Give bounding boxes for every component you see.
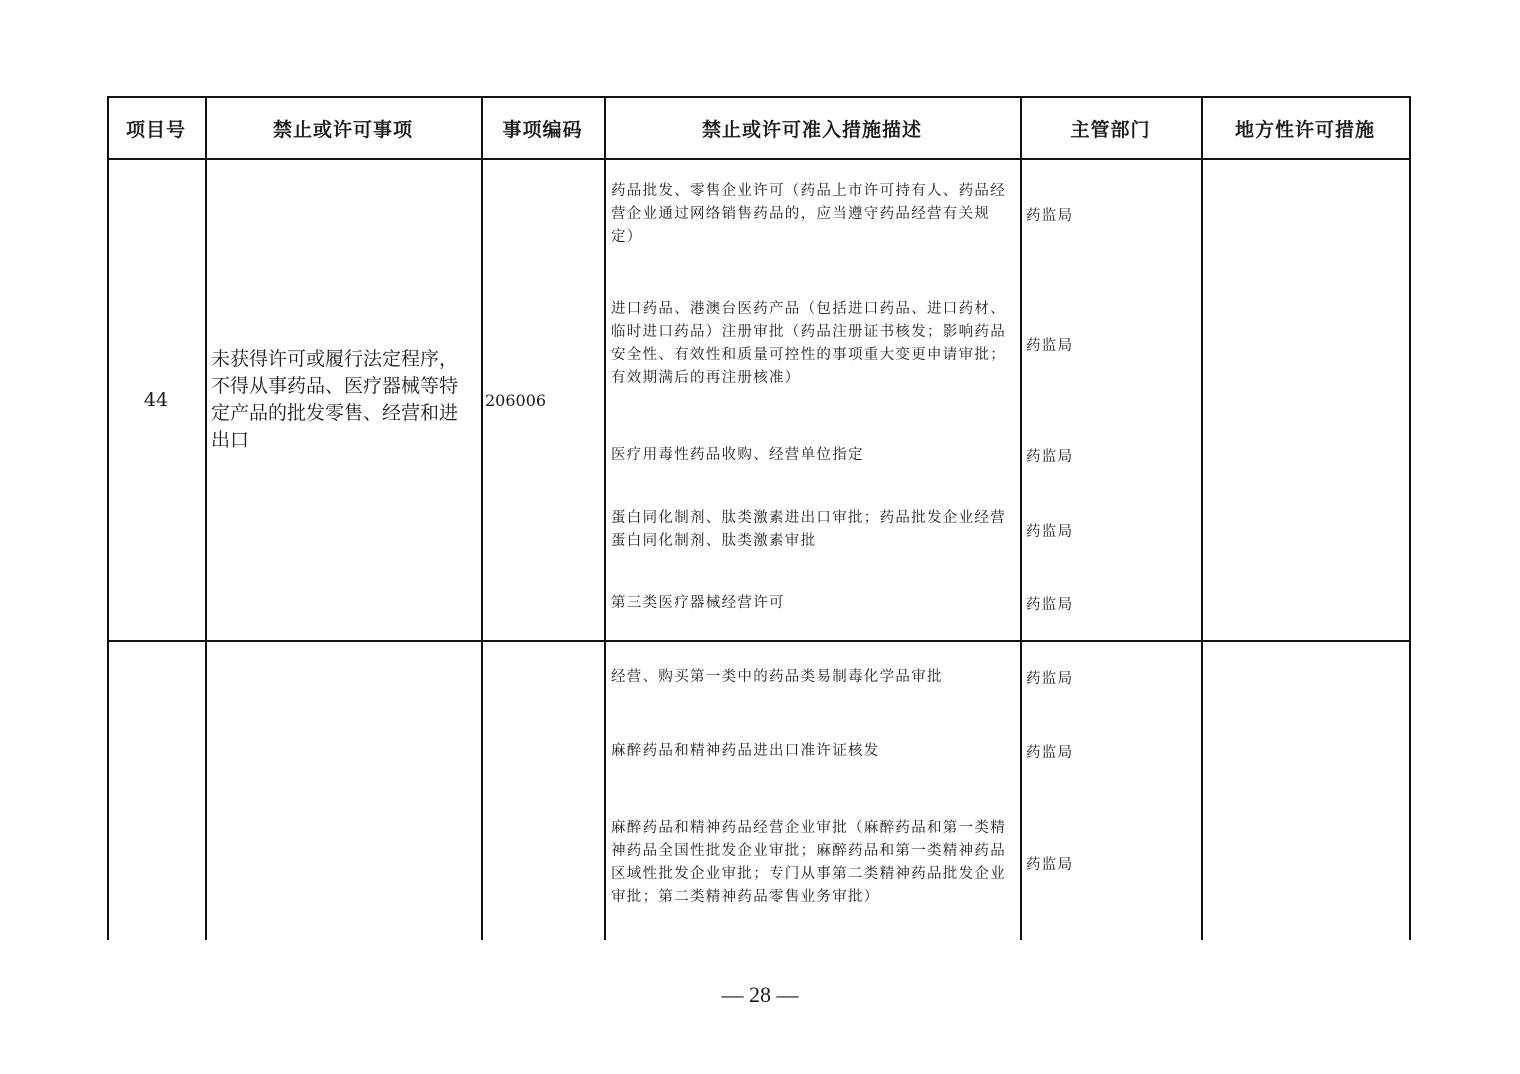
local-measure	[1203, 296, 1409, 392]
local-measure	[1203, 174, 1409, 254]
header-project-no: 项目号	[125, 118, 186, 141]
local-measure	[1203, 589, 1409, 617]
local-measure	[1203, 737, 1409, 765]
item-code: 206006	[485, 390, 547, 410]
department: 药监局	[1026, 596, 1074, 613]
regulation-table	[107, 96, 1411, 940]
measure-description: 经营、购买第一类中的药品类易制毒化学品审批	[611, 668, 943, 685]
item-name	[207, 642, 479, 940]
measure-description: 蛋白同化制剂、肽类激素进出口审批；药品批发企业经营蛋白同化制剂、肽类激素审批	[611, 510, 1006, 549]
measure-description: 进口药品、港澳台医药产品（包括进口药品、进口药材、临时进口药品）注册审批（药品注册证书核发；影响药品安全性、有效性和质量可控性的事项重大变更申请审批；有效期满后的再注册核准）	[611, 301, 1006, 386]
column-border	[1409, 96, 1411, 940]
header-code: 事项编码	[502, 118, 583, 141]
local-measure	[1203, 505, 1409, 555]
department: 药监局	[1026, 337, 1074, 354]
department: 药监局	[1026, 207, 1074, 224]
item-code	[483, 642, 604, 940]
header-item: 禁止或许可事项	[272, 118, 413, 141]
item-name: 未获得许可或履行法定程序，不得从事药品、医疗器械等特定产品的批发零售、经营和进出口	[211, 348, 459, 451]
department: 药监局	[1026, 856, 1074, 873]
measure-description: 麻醉药品和精神药品进出口准许证核发	[611, 742, 880, 759]
header-local-measures: 地方性许可措施	[1234, 118, 1375, 141]
department: 药监局	[1026, 670, 1074, 687]
header-description: 禁止或许可准入措施描述	[701, 118, 922, 141]
department: 药监局	[1026, 523, 1074, 540]
measure-description: 第三类医疗器械经营许可	[611, 594, 785, 611]
page-number: — 28 —	[721, 982, 799, 1007]
header-department: 主管部门	[1070, 118, 1151, 141]
local-measure	[1203, 804, 1409, 922]
department: 药监局	[1026, 744, 1074, 761]
project-number: 44	[143, 389, 169, 411]
measure-description: 麻醉药品和精神药品经营企业审批（麻醉药品和第一类精神药品全国性批发企业审批；麻醉药品和第一类精神药品区域性批发企业审批；专门从事第二类精神药品批发企业审批；第二类精神药品零售业务审批）	[611, 820, 1006, 905]
project-number	[107, 642, 205, 940]
local-measure	[1203, 441, 1409, 469]
measure-description: 医疗用毒性药品收购、经营单位指定	[611, 446, 864, 463]
local-measure	[1203, 663, 1409, 691]
measure-description: 药品批发、零售企业许可（药品上市许可持有人、药品经营企业通过网络销售药品的，应当遵守药品经营有关规定）	[611, 182, 1006, 245]
department: 药监局	[1026, 448, 1074, 465]
